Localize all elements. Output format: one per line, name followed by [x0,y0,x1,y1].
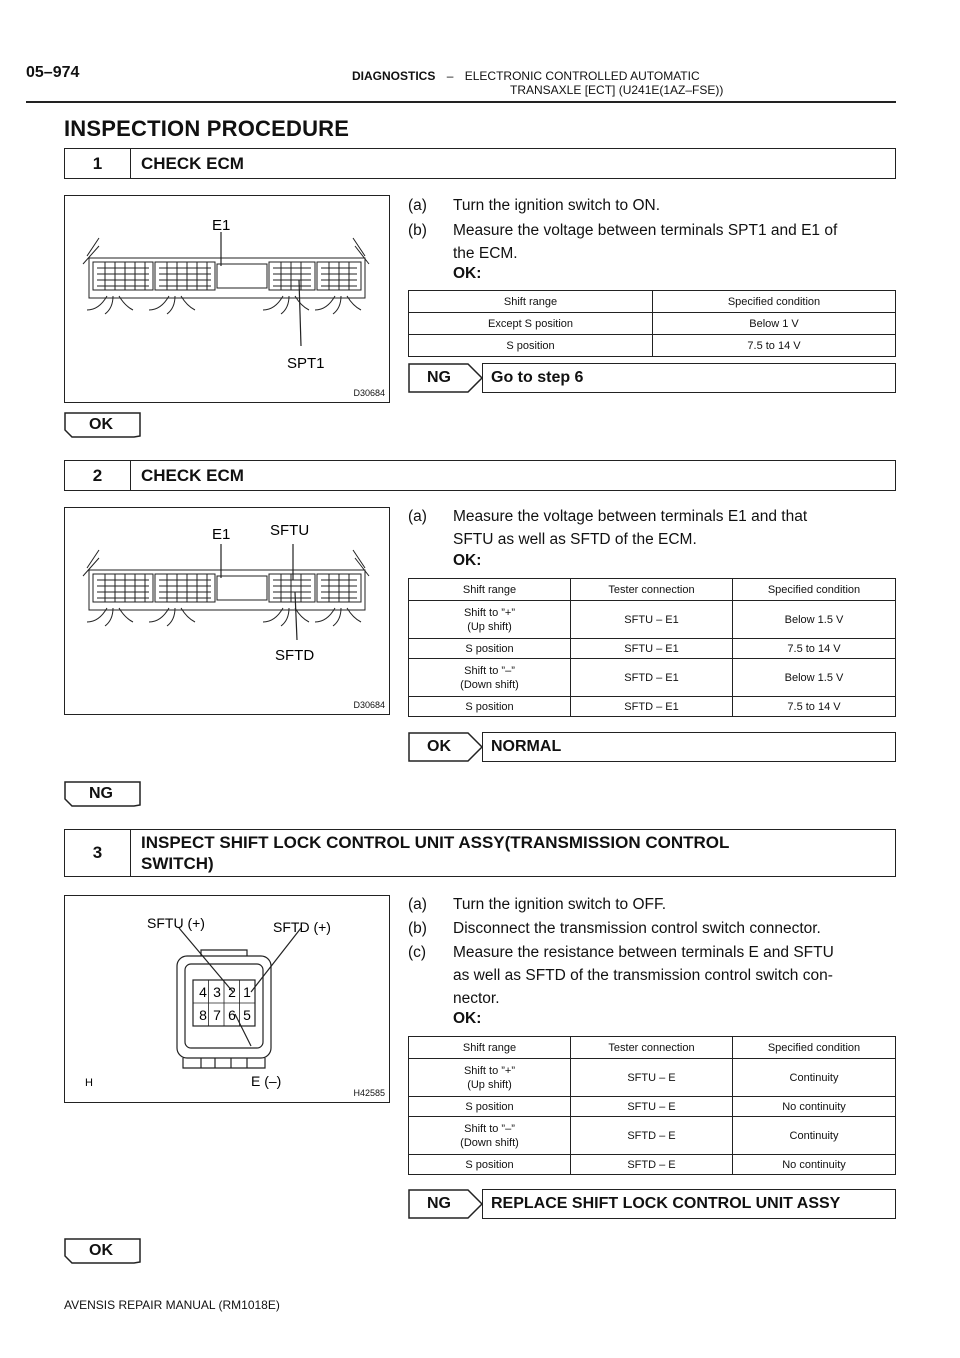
table-cell: SFTD – E [571,1117,733,1155]
page-number: 05–974 [26,64,80,81]
page-footer: AVENSIS REPAIR MANUAL (RM1018E) [64,1298,280,1312]
ecm-connector-illustration-2 [65,508,388,713]
step-1-title: CHECK ECM [141,154,244,173]
step-1-inst-b-label: (b) [408,222,427,239]
table-row [409,697,896,717]
cell-line: Shift to ”–” [464,664,515,677]
table-cell: Below 1.5 V [733,601,896,639]
step-3-result [408,1189,896,1219]
section-dash: – [446,69,454,83]
table-cell: S position [409,639,571,659]
step-3-result-target: REPLACE SHIFT LOCK CONTROL UNIT ASSY [482,1189,896,1219]
table-cell: Continuity [733,1117,896,1155]
step-1-result-label: NG [427,369,451,386]
step-3-inst-b-text: Disconnect the transmission control switch connector. [453,920,821,937]
table-header: Shift range [409,291,653,313]
step-2-inst-a-text: Measure the voltage between terminals E1 and that [453,508,808,525]
table-header: Tester connection [571,579,733,601]
switch-connector-illustration [65,896,388,1101]
table-cell: S position [409,335,653,357]
step-3-inst-a-label: (a) [408,896,427,913]
table-cell: Except S position [409,313,653,335]
step-3-bar [64,829,896,877]
table-cell: SFTD – E1 [571,697,733,717]
table-header: Specified condition [733,579,896,601]
table-cell: S position [409,1155,571,1175]
table-cell: S position [409,1097,571,1117]
step-1-tab [64,412,142,438]
step-3-inst-c-text3: nector. [453,990,500,1007]
step-3-title: INSPECT SHIFT LOCK CONTROL UNIT ASSY(TRANSMISSION CONTROL [141,833,730,852]
step-1-tab-label: OK [89,416,113,433]
page-title: INSPECTION PROCEDURE [64,116,350,141]
table-row [409,1059,896,1097]
table-cell: 7.5 to 14 V [653,335,896,357]
step-3-tab-label: OK [89,1242,113,1259]
step-1-figure [64,195,390,403]
fig2-code: D30684 [353,700,385,710]
step-2-ok-label: OK: [453,552,482,569]
table-cell: SFTD – E [571,1155,733,1175]
table-cell: SFTD – E1 [571,659,733,697]
table-row [409,601,896,639]
step-3-result-label: NG [427,1195,451,1212]
ecm-connector-illustration-1 [65,196,388,401]
step-2-spec-table [408,578,896,717]
section-name: DIAGNOSTICS [352,69,436,83]
cell-line: (Up shift) [467,620,512,633]
table-row [409,639,896,659]
table-cell: SFTU – E [571,1097,733,1117]
step-2-result-target: NORMAL [482,732,896,762]
step-2-result [408,732,896,762]
step-3-title-block [131,830,729,876]
table-cell: No continuity [733,1097,896,1117]
table-cell [409,601,571,639]
cell-line: (Down shift) [460,1136,519,1149]
step-3-ok-label: OK: [453,1010,482,1027]
section-heading [352,69,700,83]
pin-label: 1 [243,984,251,1000]
table-cell: SFTU – E1 [571,601,733,639]
step-2-tab [64,781,142,807]
table-header: Shift range [409,579,571,601]
step-1-result [408,363,896,393]
cell-line: Shift to ”–” [464,1122,515,1135]
table-cell: Below 1.5 V [733,659,896,697]
cell-line: (Up shift) [467,1078,512,1091]
table-cell: Below 1 V [653,313,896,335]
step-3-inst-c-label: (c) [408,944,427,961]
table-cell [409,1117,571,1155]
table-row [409,1097,896,1117]
step-3-title2: SWITCH) [141,854,214,873]
subsection-line2: TRANSAXLE [ECT] (U241E(1AZ–FSE)) [510,83,724,97]
table-header: Specified condition [733,1037,896,1059]
step-3-tab [64,1238,142,1264]
table-cell: SFTU – E1 [571,639,733,659]
pin-label: 8 [199,1007,207,1023]
step-3-number: 3 [65,830,131,876]
table-cell [409,1059,571,1097]
step-3-inst-c-text: Measure the resistance between terminals E and SFTU [453,944,834,961]
table-row [409,335,896,357]
step-2-inst-a-text2: SFTU as well as SFTD of the ECM. [453,531,697,548]
pin-label: 6 [228,1007,236,1023]
step-3-figure [64,895,390,1103]
fig3-label-h: H [85,1077,93,1089]
pin-label: 3 [213,984,221,1000]
table-cell [409,659,571,697]
fig3-label-e: E (–) [251,1073,282,1089]
header-rule [26,101,896,103]
step-3-inst-c-text2: as well as SFTD of the transmission control switch con- [453,967,833,984]
fig2-label-sftd: SFTD [275,647,315,664]
cell-line: Shift to ”+” [463,606,516,619]
fig2-label-e1: E1 [212,526,231,543]
table-cell: No continuity [733,1155,896,1175]
step-2-number: 2 [65,461,131,490]
step-1-result-target: Go to step 6 [482,363,896,393]
step-3-inst-a-text: Turn the ignition switch to OFF. [453,896,667,913]
table-row [409,313,896,335]
table-row [409,1155,896,1175]
cell-line: (Down shift) [460,678,519,691]
step-2-result-label: OK [427,738,451,755]
fig3-code: H42585 [353,1088,385,1098]
table-header: Shift range [409,1037,571,1059]
step-3-spec-table [408,1036,896,1175]
step-3-inst-b-label: (b) [408,920,427,937]
step-1-inst-b-text: Measure the voltage between terminals SPT1 and E1 of [453,222,838,239]
pin-label: 5 [243,1007,251,1023]
step-2-inst-a-label: (a) [408,508,427,525]
table-cell: 7.5 to 14 V [733,639,896,659]
fig1-label-spt1: SPT1 [287,355,325,372]
fig1-label-e1: E1 [212,217,231,234]
step-1-spec-table [408,290,896,357]
table-header: Specified condition [653,291,896,313]
subsection-line1: ELECTRONIC CONTROLLED AUTOMATIC [464,69,700,83]
fig1-code: D30684 [353,388,385,398]
step-1-bar [64,148,896,179]
table-row [409,1117,896,1155]
fig3-label-sftd: SFTD (+) [273,919,331,935]
fig3-label-sftu: SFTU (+) [147,915,205,931]
step-2-bar [64,460,896,491]
table-row [409,659,896,697]
step-1-inst-b-text2: the ECM. [453,245,518,262]
step-2-figure [64,507,390,715]
table-cell: SFTU – E [571,1059,733,1097]
table-header: Tester connection [571,1037,733,1059]
pin-label: 4 [199,984,207,1000]
table-cell: 7.5 to 14 V [733,697,896,717]
step-1-number: 1 [65,149,131,178]
cell-line: Shift to ”+” [463,1064,516,1077]
step-1-ok-label: OK: [453,265,482,282]
step-1-inst-a-text: Turn the ignition switch to ON. [453,197,661,214]
step-1-inst-a-label: (a) [408,197,427,214]
step-2-title: CHECK ECM [141,466,244,485]
fig2-label-sftu: SFTU [270,522,310,539]
step-2-tab-label: NG [89,785,113,802]
pin-label: 7 [213,1007,221,1023]
pin-label: 2 [228,984,236,1000]
table-cell: S position [409,697,571,717]
table-cell: Continuity [733,1059,896,1097]
